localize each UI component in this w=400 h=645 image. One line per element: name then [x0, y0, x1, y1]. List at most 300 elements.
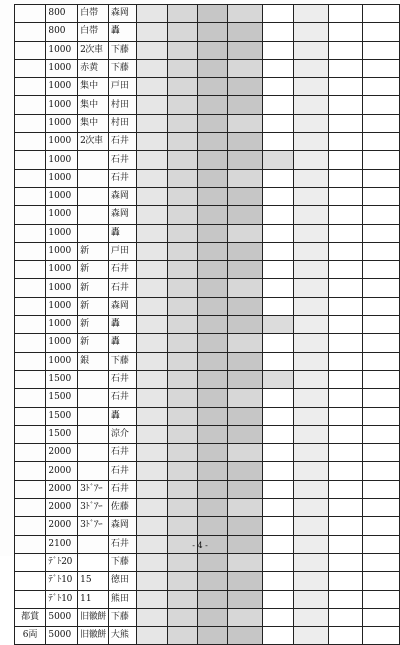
amount-cell: 5000 — [46, 627, 78, 645]
amount-cell: 1000 — [46, 169, 78, 187]
empty-grid-cell — [328, 187, 363, 205]
amount-cell: 1000 — [46, 297, 78, 315]
table-row — [15, 224, 400, 242]
name-cell: 轟 — [108, 407, 137, 425]
empty-grid-cell — [228, 590, 263, 608]
empty-grid-cell — [328, 316, 363, 334]
empty-grid-cell — [197, 590, 228, 608]
amount-cell: 1000 — [46, 114, 78, 132]
empty-grid-cell — [328, 242, 363, 260]
empty-grid-cell — [137, 297, 167, 315]
empty-grid-cell — [328, 59, 363, 77]
group-cell — [15, 59, 46, 77]
empty-grid-cell — [328, 5, 363, 23]
empty-grid-cell — [197, 425, 228, 443]
empty-grid-cell — [137, 572, 167, 590]
type-cell: 赤黄 — [78, 59, 109, 77]
empty-grid-cell — [328, 517, 363, 535]
empty-grid-cell — [197, 96, 228, 114]
empty-grid-cell — [263, 297, 294, 315]
type-cell — [78, 224, 109, 242]
empty-grid-cell — [294, 261, 329, 279]
type-cell: 新 — [78, 297, 109, 315]
empty-grid-cell — [263, 133, 294, 151]
empty-grid-cell — [197, 316, 228, 334]
empty-grid-cell — [263, 462, 294, 480]
group-cell — [15, 425, 46, 443]
empty-grid-cell — [137, 352, 167, 370]
empty-grid-cell — [263, 114, 294, 132]
empty-grid-cell — [263, 316, 294, 334]
empty-grid-cell — [363, 462, 400, 480]
empty-grid-cell — [167, 41, 197, 59]
empty-grid-cell — [263, 41, 294, 59]
amount-cell: 2000 — [46, 480, 78, 498]
name-cell: 戸田 — [108, 242, 137, 260]
group-cell — [15, 370, 46, 388]
empty-grid-cell — [137, 499, 167, 517]
empty-grid-cell — [328, 480, 363, 498]
group-cell — [15, 78, 46, 96]
empty-grid-cell — [263, 169, 294, 187]
type-cell: 3ﾄﾞｱｰ — [78, 499, 109, 517]
group-cell — [15, 553, 46, 571]
table-row — [15, 462, 400, 480]
name-cell: 石井 — [108, 480, 137, 498]
type-cell — [78, 462, 109, 480]
empty-grid-cell — [294, 114, 329, 132]
empty-grid-cell — [137, 151, 167, 169]
empty-grid-cell — [228, 78, 263, 96]
empty-grid-cell — [197, 499, 228, 517]
empty-grid-cell — [263, 370, 294, 388]
type-cell: 15 — [78, 572, 109, 590]
table-row — [15, 389, 400, 407]
type-cell — [78, 425, 109, 443]
empty-grid-cell — [137, 425, 167, 443]
empty-grid-cell — [137, 370, 167, 388]
group-cell — [15, 224, 46, 242]
empty-grid-cell — [197, 224, 228, 242]
group-cell — [15, 169, 46, 187]
empty-grid-cell — [167, 59, 197, 77]
name-cell: 戸田 — [108, 78, 137, 96]
type-cell: 白帯 — [78, 23, 109, 41]
empty-grid-cell — [137, 334, 167, 352]
type-cell: 新 — [78, 261, 109, 279]
table-row — [15, 352, 400, 370]
type-cell: 11 — [78, 590, 109, 608]
amount-cell: 2000 — [46, 499, 78, 517]
empty-grid-cell — [167, 114, 197, 132]
empty-grid-cell — [363, 370, 400, 388]
empty-grid-cell — [294, 224, 329, 242]
empty-grid-cell — [263, 242, 294, 260]
empty-grid-cell — [228, 114, 263, 132]
empty-grid-cell — [363, 78, 400, 96]
amount-cell: 1500 — [46, 425, 78, 443]
empty-grid-cell — [263, 499, 294, 517]
empty-grid-cell — [363, 59, 400, 77]
amount-cell: 2100 — [46, 535, 78, 553]
empty-grid-cell — [197, 462, 228, 480]
empty-grid-cell — [363, 5, 400, 23]
amount-cell: 1000 — [46, 133, 78, 151]
empty-grid-cell — [263, 23, 294, 41]
empty-grid-cell — [137, 407, 167, 425]
amount-cell: 1000 — [46, 316, 78, 334]
empty-grid-cell — [294, 169, 329, 187]
type-cell: 3ﾄﾞｱｰ — [78, 480, 109, 498]
empty-grid-cell — [228, 5, 263, 23]
table-row — [15, 499, 400, 517]
empty-grid-cell — [137, 480, 167, 498]
type-cell: 旧徽餅 — [78, 627, 109, 645]
amount-cell: 1000 — [46, 96, 78, 114]
empty-grid-cell — [167, 224, 197, 242]
empty-grid-cell — [137, 206, 167, 224]
empty-grid-cell — [167, 553, 197, 571]
empty-grid-cell — [294, 352, 329, 370]
empty-grid-cell — [263, 608, 294, 626]
table-row — [15, 480, 400, 498]
empty-grid-cell — [228, 169, 263, 187]
empty-grid-cell — [263, 407, 294, 425]
name-cell: 石井 — [108, 261, 137, 279]
empty-grid-cell — [167, 334, 197, 352]
amount-cell: 1500 — [46, 407, 78, 425]
empty-grid-cell — [197, 78, 228, 96]
empty-grid-cell — [137, 590, 167, 608]
table-row — [15, 517, 400, 535]
empty-grid-cell — [228, 480, 263, 498]
amount-cell: 1500 — [46, 370, 78, 388]
group-cell — [15, 96, 46, 114]
empty-grid-cell — [137, 224, 167, 242]
empty-grid-cell — [263, 279, 294, 297]
name-cell: 森岡 — [108, 206, 137, 224]
name-cell: 石井 — [108, 444, 137, 462]
empty-grid-cell — [294, 462, 329, 480]
empty-grid-cell — [328, 572, 363, 590]
empty-grid-cell — [328, 224, 363, 242]
amount-cell: 2000 — [46, 462, 78, 480]
empty-grid-cell — [167, 608, 197, 626]
empty-grid-cell — [167, 206, 197, 224]
empty-grid-cell — [294, 297, 329, 315]
empty-grid-cell — [363, 608, 400, 626]
table-row — [15, 370, 400, 388]
type-cell: 集中 — [78, 114, 109, 132]
empty-grid-cell — [167, 316, 197, 334]
empty-grid-cell — [167, 352, 197, 370]
empty-grid-cell — [363, 261, 400, 279]
empty-grid-cell — [197, 151, 228, 169]
empty-grid-cell — [228, 608, 263, 626]
empty-grid-cell — [294, 499, 329, 517]
empty-grid-cell — [197, 169, 228, 187]
empty-grid-cell — [328, 425, 363, 443]
empty-grid-cell — [294, 279, 329, 297]
empty-grid-cell — [294, 572, 329, 590]
amount-cell: 1000 — [46, 261, 78, 279]
empty-grid-cell — [167, 96, 197, 114]
amount-cell: ﾃﾞﾄ10 — [46, 572, 78, 590]
table-row — [15, 206, 400, 224]
group-cell — [15, 187, 46, 205]
empty-grid-cell — [137, 41, 167, 59]
empty-grid-cell — [294, 78, 329, 96]
table-row — [15, 608, 400, 626]
name-cell: 下藤 — [108, 608, 137, 626]
name-cell: 石井 — [108, 133, 137, 151]
empty-grid-cell — [328, 41, 363, 59]
empty-grid-cell — [328, 590, 363, 608]
empty-grid-cell — [197, 370, 228, 388]
empty-grid-cell — [228, 499, 263, 517]
name-cell: 佐藤 — [108, 499, 137, 517]
empty-grid-cell — [328, 23, 363, 41]
type-cell — [78, 151, 109, 169]
empty-grid-cell — [363, 590, 400, 608]
empty-grid-cell — [328, 151, 363, 169]
empty-grid-cell — [197, 389, 228, 407]
type-cell: 集中 — [78, 96, 109, 114]
type-cell: 集中 — [78, 78, 109, 96]
table-row — [15, 59, 400, 77]
table-row — [15, 114, 400, 132]
name-cell: 轟 — [108, 23, 137, 41]
type-cell — [78, 370, 109, 388]
empty-grid-cell — [328, 78, 363, 96]
empty-grid-cell — [294, 316, 329, 334]
empty-grid-cell — [167, 133, 197, 151]
empty-grid-cell — [167, 78, 197, 96]
amount-cell: 1000 — [46, 224, 78, 242]
empty-grid-cell — [263, 206, 294, 224]
empty-grid-cell — [228, 389, 263, 407]
empty-grid-cell — [294, 444, 329, 462]
type-cell: 新 — [78, 279, 109, 297]
empty-grid-cell — [137, 462, 167, 480]
name-cell: 森岡 — [108, 187, 137, 205]
empty-grid-cell — [228, 242, 263, 260]
table-row — [15, 133, 400, 151]
amount-cell: 2000 — [46, 444, 78, 462]
empty-grid-cell — [197, 297, 228, 315]
name-cell: 石井 — [108, 151, 137, 169]
name-cell: 石井 — [108, 389, 137, 407]
name-cell: 村田 — [108, 96, 137, 114]
empty-grid-cell — [167, 187, 197, 205]
type-cell: 新 — [78, 242, 109, 260]
group-cell — [15, 517, 46, 535]
amount-cell: ﾃﾞﾄ20 — [46, 553, 78, 571]
empty-grid-cell — [263, 444, 294, 462]
empty-grid-cell — [197, 334, 228, 352]
type-cell — [78, 407, 109, 425]
empty-grid-cell — [328, 352, 363, 370]
empty-grid-cell — [294, 5, 329, 23]
empty-grid-cell — [294, 517, 329, 535]
empty-grid-cell — [167, 444, 197, 462]
empty-grid-cell — [167, 627, 197, 645]
empty-grid-cell — [328, 370, 363, 388]
group-cell: 6両 — [15, 627, 46, 645]
table-row — [15, 334, 400, 352]
empty-grid-cell — [137, 59, 167, 77]
empty-grid-cell — [363, 297, 400, 315]
empty-grid-cell — [363, 425, 400, 443]
name-cell: 石井 — [108, 370, 137, 388]
empty-grid-cell — [137, 187, 167, 205]
empty-grid-cell — [228, 23, 263, 41]
name-cell: 森岡 — [108, 5, 137, 23]
table-row — [15, 187, 400, 205]
name-cell: 森岡 — [108, 517, 137, 535]
empty-grid-cell — [167, 370, 197, 388]
type-cell — [78, 444, 109, 462]
empty-grid-cell — [197, 608, 228, 626]
type-cell: 新 — [78, 316, 109, 334]
empty-grid-cell — [197, 187, 228, 205]
empty-grid-cell — [137, 608, 167, 626]
empty-grid-cell — [294, 151, 329, 169]
type-cell — [78, 389, 109, 407]
group-cell — [15, 407, 46, 425]
table-row — [15, 23, 400, 41]
empty-grid-cell — [363, 41, 400, 59]
empty-grid-cell — [263, 187, 294, 205]
empty-grid-cell — [228, 316, 263, 334]
empty-grid-cell — [328, 206, 363, 224]
amount-cell: 800 — [46, 23, 78, 41]
empty-grid-cell — [263, 5, 294, 23]
empty-grid-cell — [363, 499, 400, 517]
empty-grid-cell — [363, 334, 400, 352]
amount-cell: 1000 — [46, 41, 78, 59]
empty-grid-cell — [197, 59, 228, 77]
empty-grid-cell — [363, 23, 400, 41]
empty-grid-cell — [197, 517, 228, 535]
empty-grid-cell — [228, 187, 263, 205]
group-cell — [15, 297, 46, 315]
table-row — [15, 407, 400, 425]
group-cell — [15, 151, 46, 169]
name-cell: 轟 — [108, 316, 137, 334]
empty-grid-cell — [228, 297, 263, 315]
empty-grid-cell — [197, 261, 228, 279]
empty-grid-cell — [363, 206, 400, 224]
empty-grid-cell — [167, 590, 197, 608]
empty-grid-cell — [197, 480, 228, 498]
name-cell: 徳田 — [108, 572, 137, 590]
empty-grid-cell — [328, 553, 363, 571]
empty-grid-cell — [363, 572, 400, 590]
group-cell — [15, 462, 46, 480]
name-cell: 石井 — [108, 535, 137, 553]
empty-grid-cell — [263, 627, 294, 645]
empty-grid-cell — [228, 279, 263, 297]
empty-grid-cell — [263, 517, 294, 535]
empty-grid-cell — [137, 5, 167, 23]
empty-grid-cell — [294, 407, 329, 425]
empty-grid-cell — [294, 41, 329, 59]
empty-grid-cell — [137, 444, 167, 462]
empty-grid-cell — [167, 279, 197, 297]
empty-grid-cell — [167, 151, 197, 169]
empty-grid-cell — [167, 480, 197, 498]
empty-grid-cell — [363, 352, 400, 370]
group-cell — [15, 444, 46, 462]
amount-cell: 2000 — [46, 517, 78, 535]
empty-grid-cell — [294, 206, 329, 224]
table-row — [15, 242, 400, 260]
empty-grid-cell — [228, 407, 263, 425]
empty-grid-cell — [228, 206, 263, 224]
group-cell — [15, 23, 46, 41]
amount-cell: 800 — [46, 5, 78, 23]
empty-grid-cell — [137, 627, 167, 645]
empty-grid-cell — [294, 370, 329, 388]
empty-grid-cell — [363, 96, 400, 114]
empty-grid-cell — [263, 151, 294, 169]
type-cell — [78, 206, 109, 224]
name-cell: 熊田 — [108, 590, 137, 608]
empty-grid-cell — [197, 572, 228, 590]
empty-grid-cell — [228, 224, 263, 242]
empty-grid-cell — [197, 407, 228, 425]
amount-cell: 1000 — [46, 206, 78, 224]
empty-grid-cell — [167, 23, 197, 41]
empty-grid-cell — [363, 444, 400, 462]
table-row — [15, 627, 400, 645]
empty-grid-cell — [137, 114, 167, 132]
empty-grid-cell — [328, 499, 363, 517]
empty-grid-cell — [228, 133, 263, 151]
empty-grid-cell — [197, 279, 228, 297]
empty-grid-cell — [167, 297, 197, 315]
name-cell: 下藤 — [108, 41, 137, 59]
empty-grid-cell — [137, 517, 167, 535]
type-cell: 2次車 — [78, 133, 109, 151]
table-row — [15, 590, 400, 608]
group-cell — [15, 334, 46, 352]
empty-grid-cell — [294, 23, 329, 41]
empty-grid-cell — [363, 224, 400, 242]
empty-grid-cell — [328, 261, 363, 279]
empty-grid-cell — [363, 133, 400, 151]
empty-grid-cell — [228, 553, 263, 571]
empty-grid-cell — [197, 133, 228, 151]
empty-grid-cell — [363, 389, 400, 407]
name-cell: 涼介 — [108, 425, 137, 443]
empty-grid-cell — [294, 627, 329, 645]
table-row — [15, 96, 400, 114]
empty-grid-cell — [363, 242, 400, 260]
name-cell: 轟 — [108, 334, 137, 352]
empty-grid-cell — [363, 627, 400, 645]
empty-grid-cell — [228, 41, 263, 59]
empty-grid-cell — [294, 59, 329, 77]
empty-grid-cell — [263, 480, 294, 498]
empty-grid-cell — [137, 389, 167, 407]
empty-grid-cell — [197, 114, 228, 132]
empty-grid-cell — [294, 96, 329, 114]
empty-grid-cell — [228, 425, 263, 443]
empty-grid-cell — [294, 133, 329, 151]
empty-grid-cell — [228, 462, 263, 480]
